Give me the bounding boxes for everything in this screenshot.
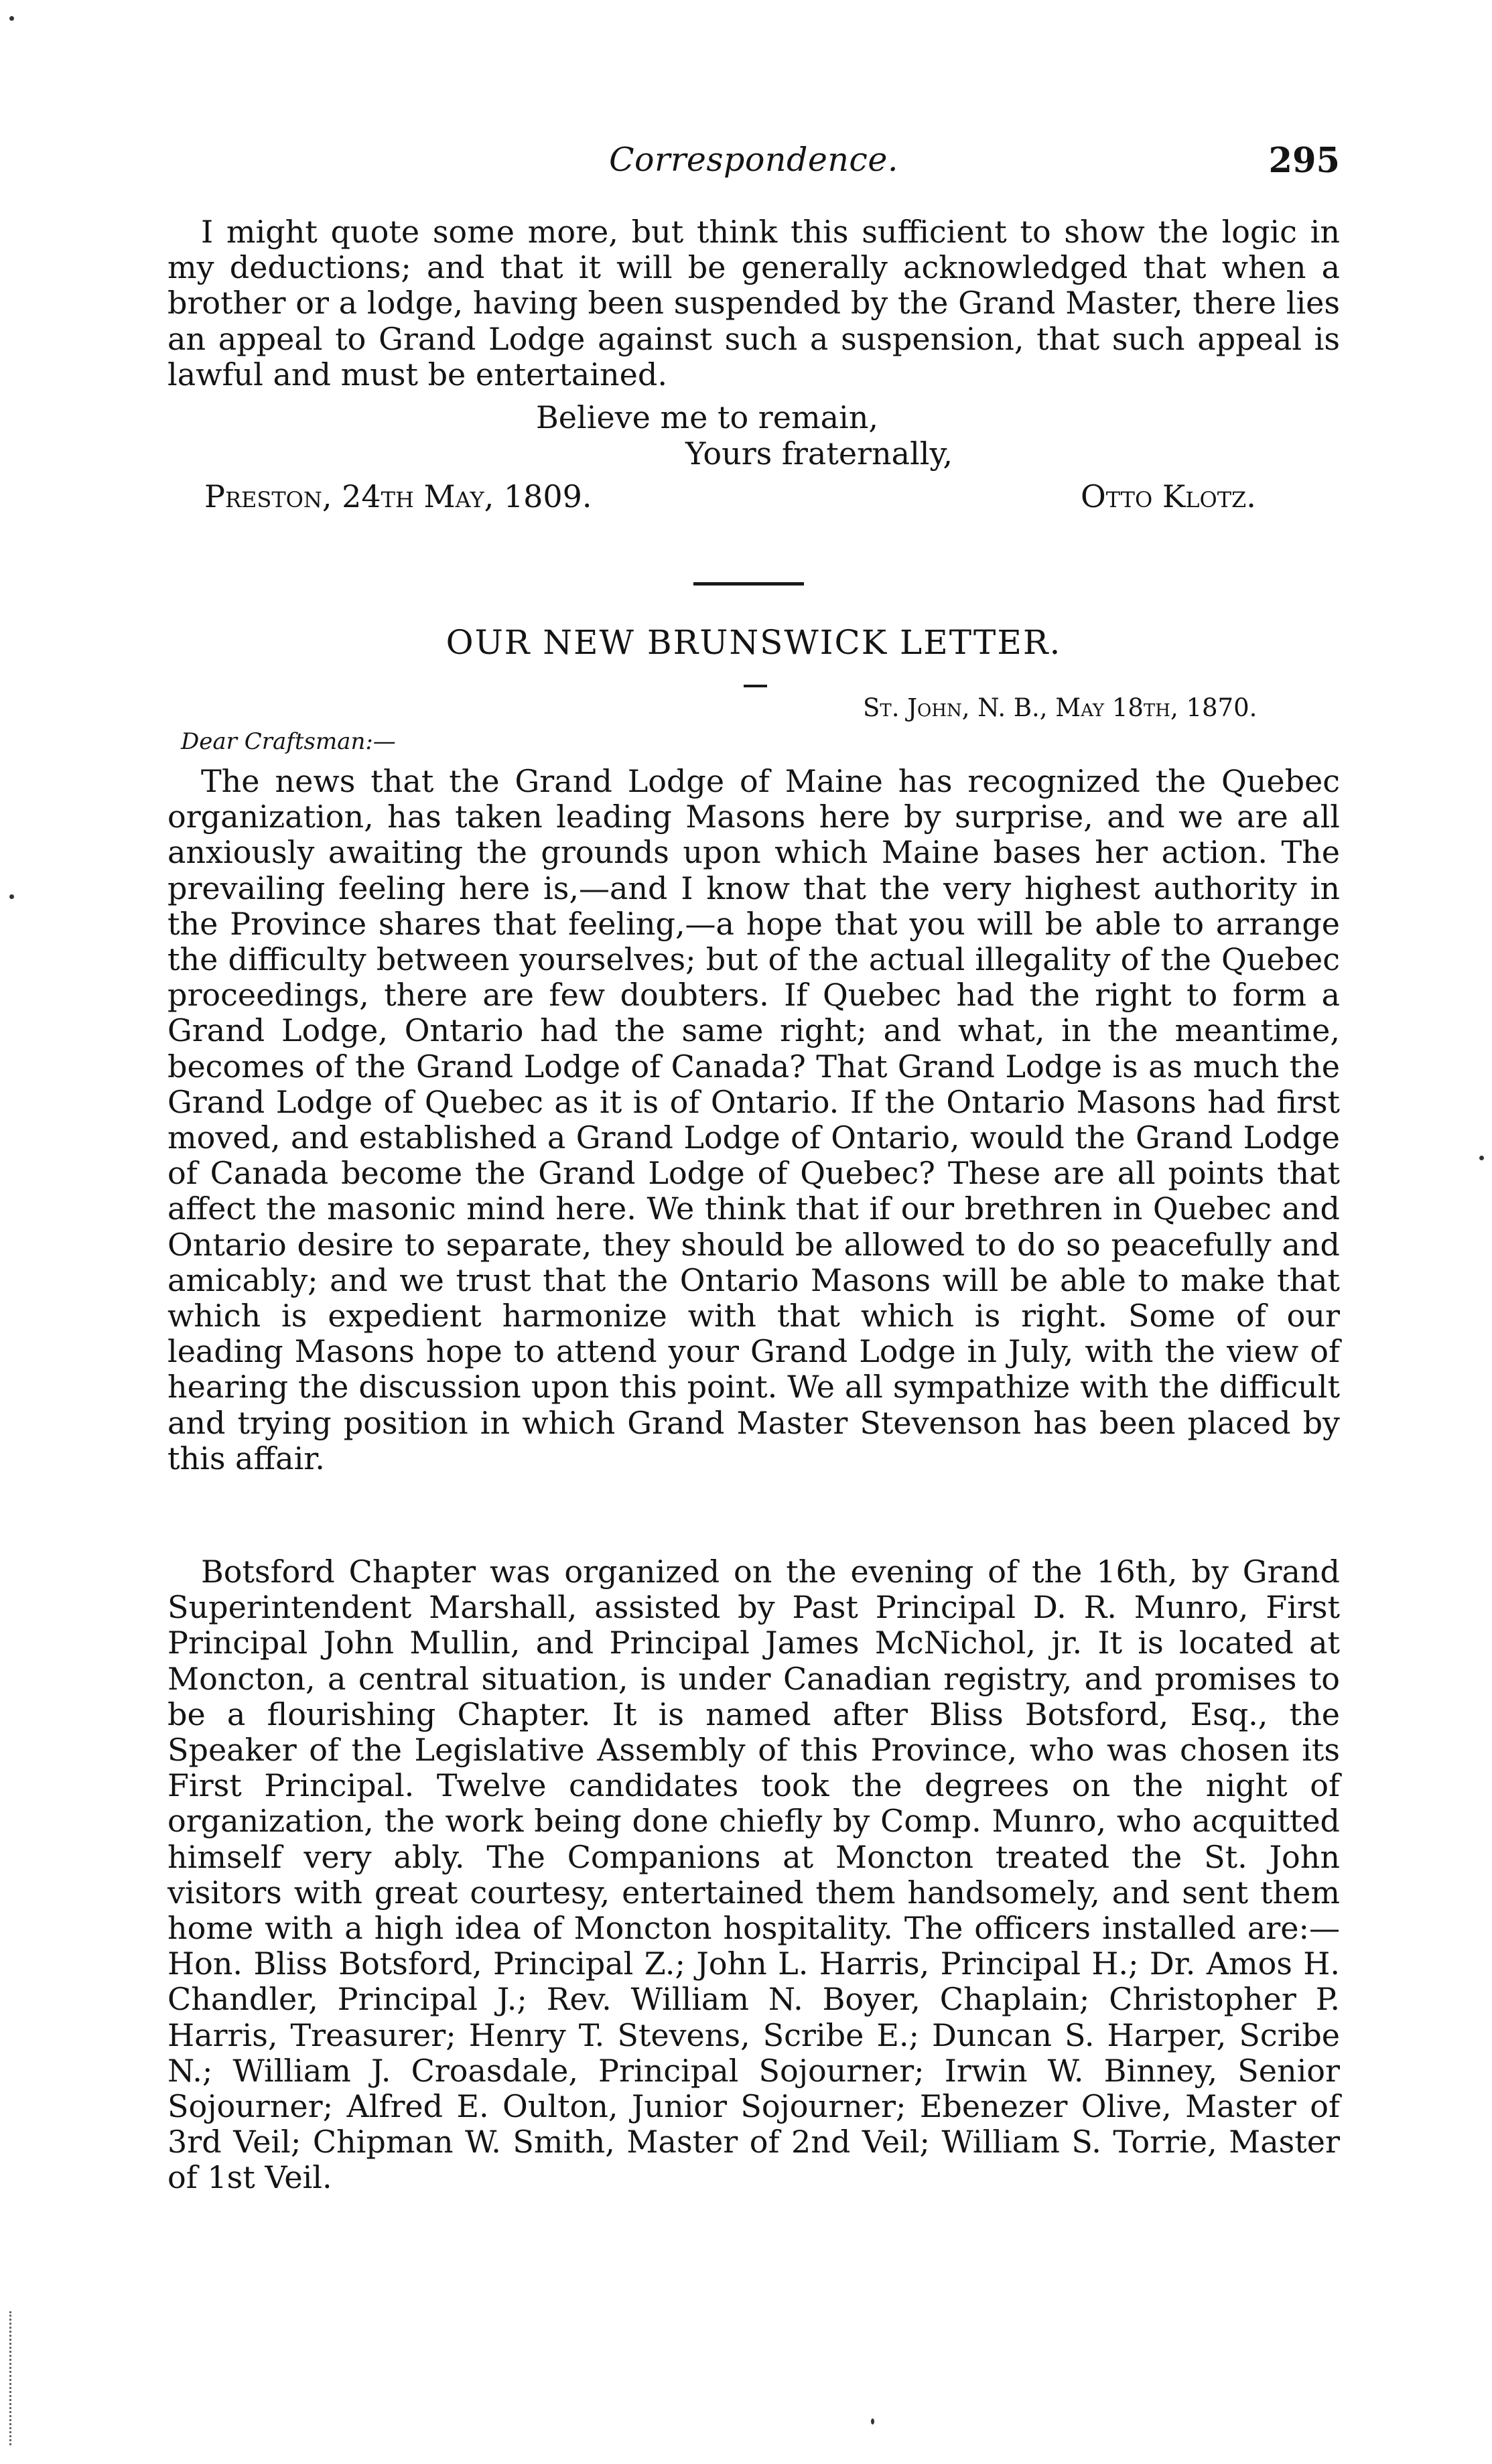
salutation: Dear Craftsman:— <box>181 728 396 755</box>
section-title: OUR NEW BRUNSWICK LETTER. <box>446 623 1062 662</box>
title-dash <box>744 685 767 687</box>
letter-one-paragraph: I might quote some more, but think this sufficient to show the logic in my deductions; and that it will be generally acknowledged that when a brother or a lodge, having been suspended by the Grand Master, there lies an appeal to Grand Lodge against such a suspension, that such appeal is lawful and must be entertained. <box>167 214 1340 393</box>
running-title: Correspondence. <box>609 141 898 179</box>
scan-speck <box>871 2418 874 2424</box>
signature: Otto Klotz. <box>1081 478 1256 515</box>
closing-line-1: Believe me to remain, <box>536 399 878 435</box>
scan-speck <box>9 894 14 899</box>
letter-two-paragraph-1: The news that the Grand Lodge of Maine has recognized the Quebec organization, has taken leading Masons here by surprise, and we are all anxiously awaiting the grounds upon which Maine bases her action. The prevailing feeling here is,—and I know that the very highest authority in the Province shares that feeling,—a hope that you will be able to arrange the difficulty between yourselves; but of the actual illegality of the Quebec proceedings, there are few doubters. If Quebec had the right to form a Grand Lodge, Ontario had the same right; and what, in the meantime, becomes of the Grand Lodge of Canada? That Grand Lodge is as much the Grand Lodge of Quebec as it is of Ontario. If the Ontario Masons had first moved, and established a Grand Lodge of Ontario, would the Grand Lodge of Canada become the Grand Lodge of Quebec? These are all points that affect the masonic mind here. We think that if our brethren in Quebec and Ontario desire to separate, they should be allowed to do so peacefully and amicably; and we trust that the Ontario Masons will be able to make that which is expedient harmonize with that which is right. Some of our leading Masons hope to attend your Grand Lodge in July, with the view of hearing the discussion upon this point. We all sympathize with the difficult and trying position in which Grand Master Stevenson has been placed by this affair. <box>167 763 1340 1477</box>
page-number: 295 <box>1268 141 1340 181</box>
scan-speck <box>1479 1156 1484 1160</box>
scan-speck <box>9 16 14 21</box>
page-header <box>167 141 1340 188</box>
letter-two-paragraph-2: Botsford Chapter was organized on the evening of the 16th, by Grand Superintendent Marshall, assisted by Past Principal D. R. Munro, First Principal John Mullin, and Principal James McNichol, jr. It is located at Moncton, a central situation, is under Canadian registry, and promises to be a flourishing Chapter. It is named after Bliss Botsford, Esq., the Speaker of the Legislative Assembly of this Province, who was chosen its First Principal. Twelve candidates took the degrees on the night of organization, the work being done chiefly by Comp. Munro, who acquitted himself very ably. The Companions at Moncton treated the St. John visitors with great courtesy, entertained them handsomely, and sent them home with a high idea of Moncton hospitality. The officers installed are:—Hon. Bliss Botsford, Principal Z.; John L. Harris, Principal H.; Dr. Amos H. Chandler, Principal J.; Rev. William N. Boyer, Chaplain; Christopher P. Harris, Treasurer; Henry T. Stevens, Scribe E.; Duncan S. Harper, Scribe N.; William J. Croasdale, Principal Sojourner; Irwin W. Binney, Senior Sojourner; Alfred E. Oulton, Junior Sojourner; Ebenezer Olive, Master of 3rd Veil; Chipman W. Smith, Master of 2nd Veil; William S. Torrie, Master of 1st Veil. <box>167 1554 1340 2196</box>
section-divider <box>693 582 804 586</box>
place-date: Preston, 24th May, 1809. <box>204 478 592 515</box>
dateline: St. John, N. B., May 18th, 1870. <box>863 693 1258 722</box>
closing-line-2: Yours fraternally, <box>685 435 953 472</box>
page-edge-marks <box>9 2311 13 2445</box>
